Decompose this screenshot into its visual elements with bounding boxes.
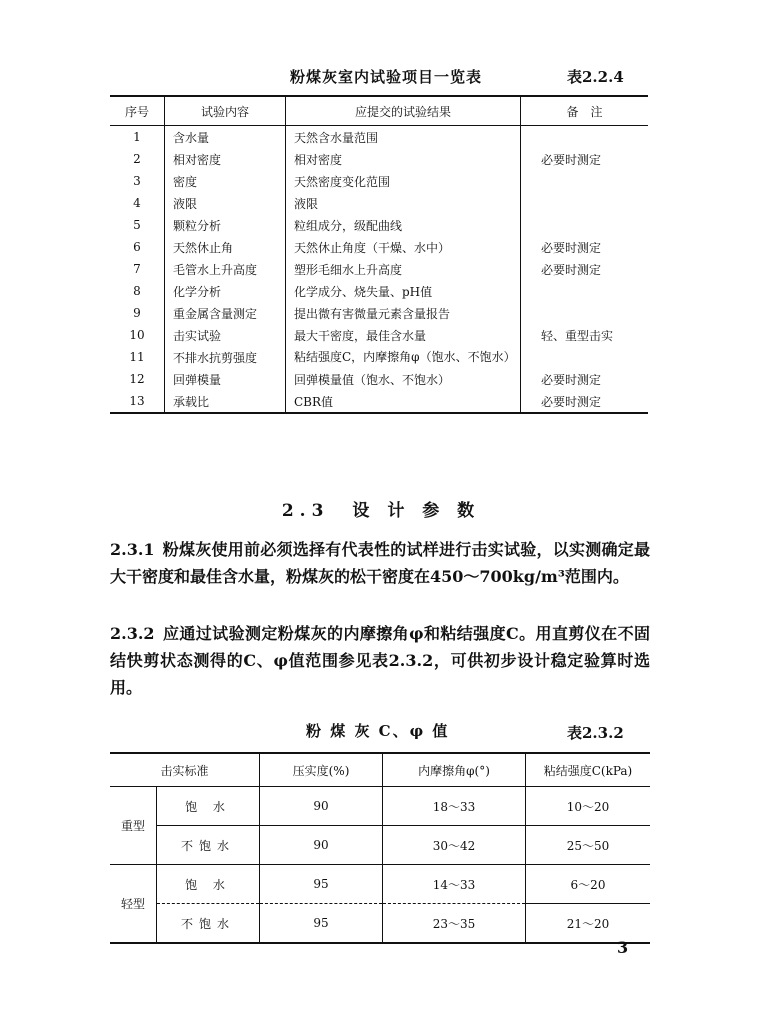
c-cell: 21～20 (526, 904, 651, 944)
remark-cell (521, 280, 649, 302)
phi-cell: 18～33 (383, 787, 526, 826)
remark-cell: 必要时测定 (521, 148, 649, 170)
row-number-cell: 9 (133, 306, 141, 320)
remark-cell (521, 126, 649, 149)
row-number-cell: 11 (129, 350, 145, 364)
row-number-cell: 2 (133, 152, 141, 166)
table-row (110, 280, 648, 302)
table-row (110, 826, 650, 865)
result-cell: 天然含水量范围 (286, 126, 521, 149)
remark-cell (521, 302, 649, 324)
remark-cell: 必要时测定 (521, 368, 649, 390)
row-number-cell: 10 (129, 328, 145, 342)
table2-header-compaction: 压实度(%) (260, 753, 383, 787)
result-cell: 提出微有害微量元素含量报告 (286, 302, 521, 324)
table-row (110, 368, 648, 390)
test-item-cell: 液限 (165, 192, 286, 214)
paragraph-2-3-2 (110, 620, 650, 701)
table-row (110, 192, 648, 214)
table1-header-no: 序号 (110, 96, 165, 126)
test-item-cell: 相对密度 (165, 148, 286, 170)
table-row (110, 214, 648, 236)
c-cell: 6～20 (526, 865, 651, 904)
table-row (110, 904, 650, 944)
table-row (110, 126, 648, 149)
remark-cell (521, 214, 649, 236)
table1-body (110, 126, 648, 414)
result-cell: 液限 (286, 192, 521, 214)
remark-cell: 必要时测定 (521, 236, 649, 258)
table1-title: 粉煤灰室内试验项目一览表 (290, 68, 483, 86)
table-row (110, 302, 648, 324)
test-item-cell: 不排水抗剪强度 (165, 346, 286, 368)
result-cell: CBR值 (286, 390, 521, 413)
compaction-cell: 90 (260, 826, 383, 865)
test-item-cell: 天然休止角 (165, 236, 286, 258)
c-cell: 25～50 (526, 826, 651, 865)
result-cell: 天然休止角度（干燥、水中） (286, 236, 521, 258)
table2-label: 表2.3.2 (567, 724, 624, 742)
test-items-table (110, 95, 648, 414)
remark-cell (521, 170, 649, 192)
remark-cell: 轻、重型击实 (521, 324, 649, 346)
group-light: 轻型 (110, 865, 157, 944)
condition-cell: 不饱水 (157, 826, 260, 865)
row-number-cell: 8 (133, 284, 141, 298)
paragraph-2-3-1 (110, 536, 650, 590)
phi-cell: 30～42 (383, 826, 526, 865)
table-row (110, 390, 648, 413)
remark-cell: 必要时测定 (521, 258, 649, 280)
test-item-cell: 重金属含量测定 (165, 302, 286, 324)
compaction-cell: 95 (260, 904, 383, 944)
table-row (110, 346, 648, 368)
c-cell: 10～20 (526, 787, 651, 826)
table-row (110, 170, 648, 192)
test-item-cell: 承载比 (165, 390, 286, 413)
paragraph-text: 应通过试验测定粉煤灰的内摩擦角φ和粘结强度C。用直剪仪在不固结快剪状态测得的C、φ值范围参见表2.3.2，可供初步设计稳定验算时选用。 (110, 624, 650, 697)
page-number: 3 (617, 938, 629, 957)
table-row (110, 258, 648, 280)
table1-header-row (110, 96, 648, 126)
row-number-cell: 3 (133, 174, 141, 188)
result-cell: 回弹模量值（饱水、不饱水） (286, 368, 521, 390)
result-cell: 粘结强度C，内摩擦角φ（饱水、不饱水） (286, 346, 521, 368)
table2-title: 粉 煤 灰 C、φ 值 (306, 722, 450, 740)
condition-cell: 饱 水 (157, 787, 260, 826)
table1-header-item: 试验内容 (165, 96, 286, 126)
table-row (110, 324, 648, 346)
test-item-cell: 颗粒分析 (165, 214, 286, 236)
result-cell: 塑形毛细水上升高度 (286, 258, 521, 280)
table1-header-remark: 备 注 (521, 96, 649, 126)
result-cell: 化学成分、烧失量、pH值 (286, 280, 521, 302)
table-row (110, 787, 650, 826)
condition-cell: 不饱水 (157, 904, 260, 944)
c-phi-values-table (110, 752, 650, 944)
table-row (110, 148, 648, 170)
remark-cell (521, 192, 649, 214)
result-cell: 相对密度 (286, 148, 521, 170)
row-number-cell: 1 (133, 130, 141, 144)
phi-cell: 14～33 (383, 865, 526, 904)
row-number-cell: 5 (133, 218, 141, 232)
row-number-cell: 4 (133, 196, 141, 210)
row-number-cell: 12 (129, 372, 145, 386)
row-number-cell: 7 (133, 262, 141, 276)
result-cell: 粒组成分，级配曲线 (286, 214, 521, 236)
test-item-cell: 含水量 (165, 126, 286, 149)
table2-header-phi: 内摩擦角φ(°) (383, 753, 526, 787)
condition-cell: 饱 水 (157, 865, 260, 904)
table2-header-row (110, 753, 650, 787)
table-row (110, 236, 648, 258)
test-item-cell: 毛管水上升高度 (165, 258, 286, 280)
test-item-cell: 密度 (165, 170, 286, 192)
section-title: 2.3 设 计 参 数 (281, 501, 481, 521)
paragraph-text: 粉煤灰使用前必须选择有代表性的试样进行击实试验，以实测确定最大干密度和最佳含水量，粉煤灰的松干密度在450～700kg/m³范围内。 (110, 540, 650, 586)
remark-cell (521, 346, 649, 368)
table1-label: 表2.2.4 (567, 68, 624, 86)
test-item-cell: 化学分析 (165, 280, 286, 302)
result-cell: 天然密度变化范围 (286, 170, 521, 192)
result-cell: 最大干密度，最佳含水量 (286, 324, 521, 346)
table-row (110, 865, 650, 904)
compaction-cell: 95 (260, 865, 383, 904)
test-item-cell: 击实试验 (165, 324, 286, 346)
table1-header-result: 应提交的试验结果 (286, 96, 521, 126)
test-item-cell: 回弹模量 (165, 368, 286, 390)
phi-cell: 23～35 (383, 904, 526, 944)
paragraph-number: 2.3.2 (110, 624, 155, 643)
table2-header-c: 粘结强度C(kPa) (526, 753, 651, 787)
compaction-cell: 90 (260, 787, 383, 826)
table2-header-standard: 击实标准 (110, 753, 260, 787)
remark-cell: 必要时测定 (521, 390, 649, 413)
row-number-cell: 6 (133, 240, 141, 254)
paragraph-number: 2.3.1 (110, 540, 155, 559)
group-heavy: 重型 (110, 787, 157, 865)
row-number-cell: 13 (110, 390, 165, 413)
